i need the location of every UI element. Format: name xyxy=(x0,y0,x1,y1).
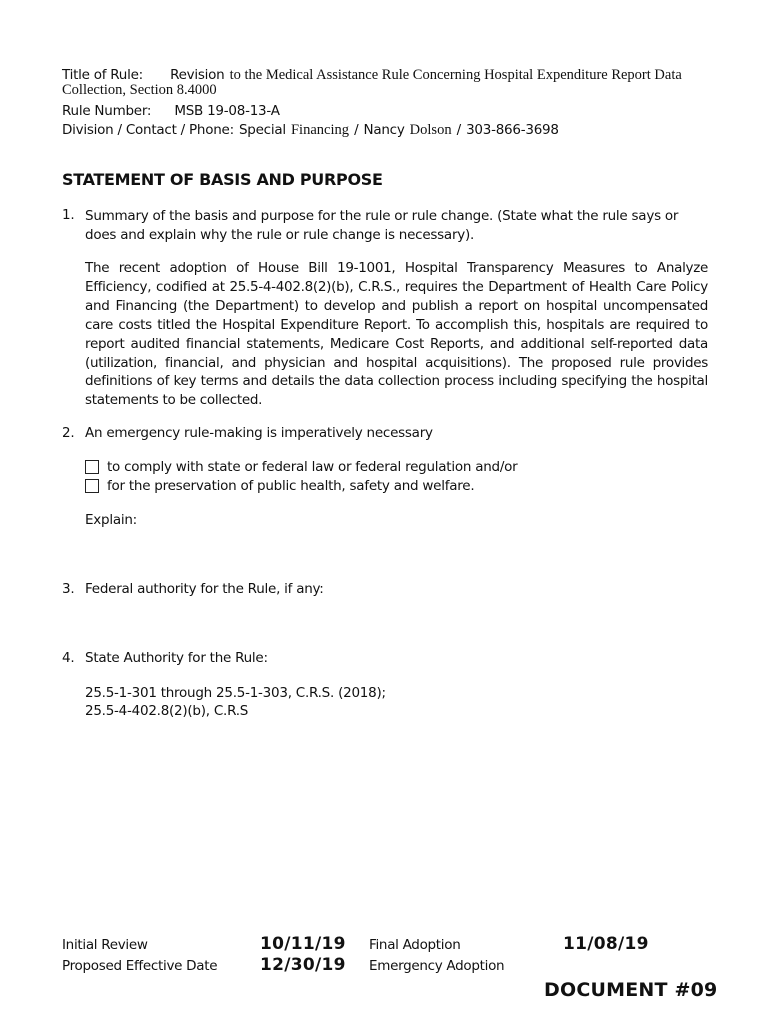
preservation-checkbox-label: for the preservation of public health, safety and welfare. xyxy=(107,478,475,494)
contact-first-name: Nancy xyxy=(363,122,405,138)
separator: / xyxy=(354,122,359,138)
initial-review-label: Initial Review xyxy=(62,937,148,953)
section-heading: STATEMENT OF BASIS AND PURPOSE xyxy=(62,170,383,189)
separator: / xyxy=(456,122,461,138)
document-number: DOCUMENT #09 xyxy=(544,979,718,1001)
title-continuation: Collection, Section 8.4000 xyxy=(62,82,217,98)
item-4-prompt: State Authority for the Rule: xyxy=(85,650,268,666)
rule-number-label: Rule Number: xyxy=(62,103,152,119)
item-1-prompt: Summary of the basis and purpose for the rule or rule change. (State what the rule says or does and explain why the rule or rule change is necessary). xyxy=(85,208,679,243)
item-2-prompt: An emergency rule-making is imperatively necessary xyxy=(85,425,433,441)
item-1-paragraph: The recent adoption of House Bill 19-1001, Hospital Transparency Measures to Analyze Efficiency, codified at 25.5-4-402.8(2)(b), C.R.S., requires the Department of Health Care Policy and Financing (the Department) to develop and publish a report on hospital uncompensated care costs titled the Hospital Expenditure Report. To accomplish this, hospitals are required to report audited financial statements, Medicare Cost Reports, and additional self-reported data (utilization, financial, and physician and hospital acquisitions). The proposed rule provides definitions of key terms and details the data collection process including specifying the hospital statements to be collected. xyxy=(85,260,708,409)
rule-number: MSB 19-08-13-A xyxy=(174,103,280,119)
division-label: Division / Contact / Phone: xyxy=(62,122,234,138)
proposed-effective-date: 12/30/19 xyxy=(260,955,346,975)
item-number: 4. xyxy=(62,650,75,666)
initial-review-date: 10/11/19 xyxy=(260,934,346,954)
final-adoption-label: Final Adoption xyxy=(369,937,461,953)
preservation-checkbox[interactable] xyxy=(85,479,99,493)
phone-number: 303-866-3698 xyxy=(466,122,559,138)
title-of-rule-line xyxy=(62,64,682,84)
division-contact-line xyxy=(62,119,559,139)
state-authority-line: 25.5-4-402.8(2)(b), C.R.S xyxy=(85,703,249,719)
explain-label: Explain: xyxy=(85,512,137,528)
state-authority-line: 25.5-1-301 through 25.5-1-303, C.R.S. (2018); xyxy=(85,685,386,701)
final-adoption-date: 11/08/19 xyxy=(563,934,649,954)
division-word: Special xyxy=(238,122,286,138)
item-number: 2. xyxy=(62,425,75,441)
item-3-prompt: Federal authority for the Rule, if any: xyxy=(85,581,324,597)
contact-last-name: Dolson xyxy=(409,122,452,138)
comply-checkbox[interactable] xyxy=(85,460,99,474)
proposed-effective-date-label: Proposed Effective Date xyxy=(62,958,218,974)
item-number: 1. xyxy=(62,207,75,223)
emergency-adoption-label: Emergency Adoption xyxy=(369,958,505,974)
title-text: to the Medical Assistance Rule Concerning Hospital Expenditure Report Data xyxy=(229,67,682,83)
title-label: Title of Rule: xyxy=(62,67,143,83)
title-first-word: Revision xyxy=(170,67,225,83)
rule-number-line xyxy=(62,100,280,119)
division-rest: Financing xyxy=(290,122,349,138)
item-number: 3. xyxy=(62,581,75,597)
comply-checkbox-label: to comply with state or federal law or federal regulation and/or xyxy=(107,459,518,475)
